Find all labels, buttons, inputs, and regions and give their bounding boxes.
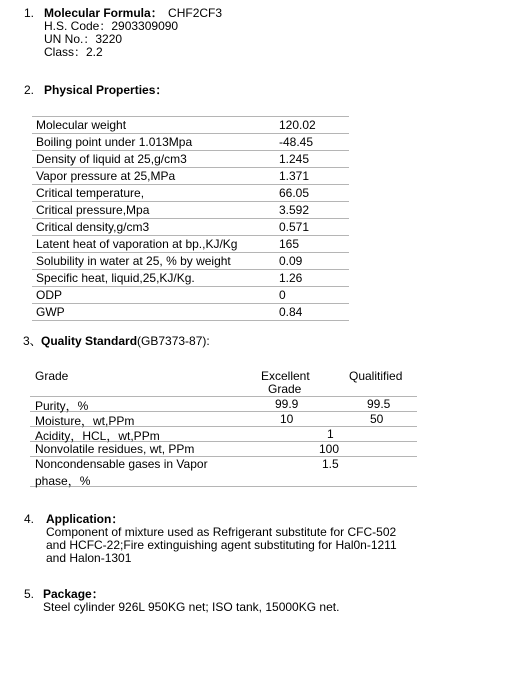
hazard-class: Class：2.2 <box>44 45 103 59</box>
molecular-formula-value: CHF2CF3 <box>168 6 223 20</box>
application-text: Component of mixture used as Refrigerant substitute for CFC-502 and HCFC-22;Fire extinguishing agent substituting for Hal0n-1211 and Halon-1301 <box>46 525 397 565</box>
property-value: 120.02 <box>279 117 349 134</box>
property-value: 1.26 <box>279 270 349 287</box>
property-value: 0.09 <box>279 253 349 270</box>
property-value: 0 <box>279 287 349 304</box>
property-value: 66.05 <box>279 185 349 202</box>
property-label: Density of liquid at 25,g/cm3 <box>32 151 279 168</box>
table-row <box>32 219 349 236</box>
property-label: ODP <box>32 287 279 304</box>
property-label: GWP <box>32 304 279 321</box>
package-text: Steel cylinder 926L 950KG net; ISO tank, 15000KG net. <box>43 600 340 614</box>
property-value: 3.592 <box>279 202 349 219</box>
column-header-qualified: Qualitified <box>349 369 403 383</box>
column-header-grade: Grade <box>35 369 69 383</box>
property-value: 0.571 <box>279 219 349 236</box>
table-row: Nonvolatile residues, wt, PPm 100 <box>30 442 417 457</box>
quality-standard-table <box>30 364 417 487</box>
table-row <box>32 202 349 219</box>
column-header-excellent: Excellent <box>261 369 310 383</box>
property-label: Boiling point under 1.013Mpa <box>32 134 279 151</box>
table-row <box>32 270 349 287</box>
property-value: 0.84 <box>279 304 349 321</box>
section-number: 4. <box>24 512 35 526</box>
property-label: Critical density,g/cm3 <box>32 219 279 236</box>
property-label: Solubility in water at 25, % by weight <box>32 253 279 270</box>
table-row <box>32 287 349 304</box>
table-row: Purity，% 99.9 99.5 <box>30 397 417 412</box>
hs-code: H.S. Code：2903309090 <box>44 19 179 33</box>
table-row <box>32 253 349 270</box>
table-row <box>32 304 349 321</box>
property-label: Critical pressure,Mpa <box>32 202 279 219</box>
section-heading-application: Application： <box>46 512 124 526</box>
section-number: 2. <box>24 83 35 97</box>
table-row: Moisture，wt,PPm 10 50 <box>30 412 417 427</box>
property-value: 1.245 <box>279 151 349 168</box>
table-row <box>32 236 349 253</box>
table-row <box>32 185 349 202</box>
un-number: UN No.：3220 <box>44 32 123 46</box>
section-number: 5. <box>24 587 35 601</box>
table-row: Acidity，HCL，wt,PPm 1 <box>30 427 417 442</box>
property-label: Molecular weight <box>32 117 279 134</box>
section-heading-physical-properties: Physical Properties： <box>44 83 168 97</box>
table-row <box>32 134 349 151</box>
section-number: 3、 <box>23 334 42 348</box>
table-row <box>32 151 349 168</box>
table-row <box>32 168 349 185</box>
table-row <box>32 117 349 134</box>
physical-properties-table <box>32 116 349 321</box>
table-row: Noncondensable gases in Vapor phase，% 1.5 <box>30 457 417 487</box>
section-number: 1. <box>24 6 35 20</box>
property-label: Vapor pressure at 25,MPa <box>32 168 279 185</box>
standard-code: (GB7373-87): <box>137 334 210 348</box>
section-heading-package: Package： <box>43 587 104 601</box>
section-heading: Molecular Formula： <box>44 6 163 20</box>
property-label: Latent heat of vaporation at bp.,KJ/Kg <box>32 236 279 253</box>
property-value: -48.45 <box>279 134 349 151</box>
property-value: 165 <box>279 236 349 253</box>
property-value: 1.371 <box>279 168 349 185</box>
table-header-row <box>30 364 417 397</box>
column-header-excellent-grade: Grade <box>268 382 302 396</box>
property-label: Specific heat, liquid,25,KJ/Kg. <box>32 270 279 287</box>
property-label: Critical temperature, <box>32 185 279 202</box>
section-heading-quality-standard: Quality Standard(GB7373-87): <box>41 334 210 348</box>
